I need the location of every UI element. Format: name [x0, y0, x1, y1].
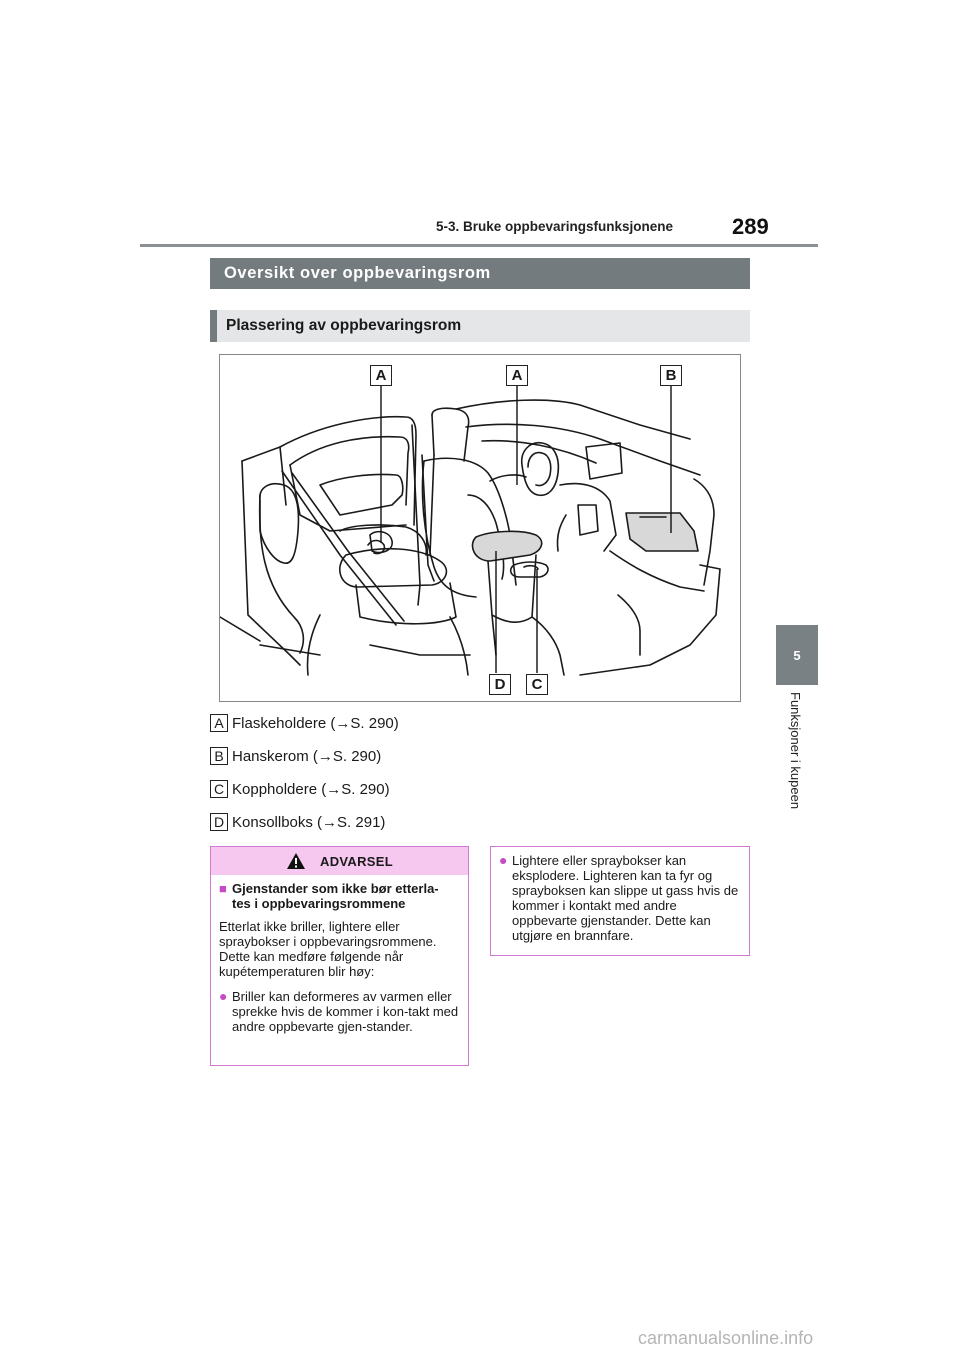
page-reference-link[interactable]: S. 290): [350, 714, 399, 732]
chapter-tab[interactable]: 5: [776, 625, 818, 685]
legend-item: [210, 778, 399, 800]
sub-heading: Plassering av oppbevaringsrom: [210, 310, 750, 342]
arrow-icon: →: [317, 747, 333, 765]
legend-item: [210, 712, 399, 734]
warning-body-continued: [491, 847, 749, 961]
warning-body: [211, 875, 468, 1052]
warning-bullet-text: Briller kan deformeres av varmen eller sprekke hvis de kommer i kon-takt med andre oppbevarte gjen-stander.: [232, 989, 459, 1034]
warning-bullet-text: Lightere eller spraybokser kan eksplodere. Lighteren kan ta fyr og sprayboksen kan slippe ut gass hvis de kommer i kontakt med andre oppbevarte gjenstander. Dette kan utgjøre en brannfare.: [512, 853, 739, 943]
header-rule: [140, 244, 818, 247]
callout-c: C: [526, 674, 548, 695]
legend-item: [210, 811, 399, 833]
interior-illustration: [219, 354, 741, 702]
legend-item: [210, 745, 399, 767]
legend-text: Hanskerom (: [232, 747, 318, 765]
main-heading: Oversikt over oppbevaringsrom: [210, 258, 750, 289]
warning-intro: Etterlat ikke briller, lightere eller spraybokser i oppbevaringsrommene. Dette kan medføre følgende når kupétemperaturen blir høy:: [219, 919, 437, 979]
legend-text: Koppholdere (: [232, 780, 327, 798]
warning-bullet: [499, 853, 741, 943]
watermark: carmanualsonline.info: [638, 1328, 814, 1348]
arrow-icon: →: [326, 780, 342, 798]
section-title: 5-3. Bruke oppbevaringsfunksjonene: [436, 219, 674, 234]
chapter-title: Funksjoner i kupeen: [788, 692, 803, 810]
page-reference-link[interactable]: S. 290): [341, 780, 390, 798]
warning-subheading: Gjenstander som ikke bør etterla- tes i oppbevaringsrommene: [232, 881, 439, 911]
callout-a-right: A: [506, 365, 528, 386]
legend-key: C: [210, 780, 228, 798]
page-reference-link[interactable]: S. 290): [332, 747, 382, 765]
warning-bullet: [219, 989, 460, 1034]
legend-key: B: [210, 747, 228, 765]
cabin-line-drawing: [220, 355, 740, 701]
legend-key: A: [210, 714, 228, 732]
warning-box-continued: [490, 846, 750, 956]
circle-bullet-icon: ●: [499, 852, 508, 868]
arrow-icon: →: [322, 813, 338, 831]
warning-triangle-icon: [286, 852, 306, 870]
warning-title: ADVARSEL: [320, 853, 393, 869]
legend-text: Konsollboks (: [232, 813, 323, 831]
page-number: 289: [732, 214, 769, 239]
warning-box: [210, 846, 469, 1066]
callout-d: D: [489, 674, 511, 695]
page-reference-link[interactable]: S. 291): [337, 813, 386, 831]
legend-text: Flaskeholdere (: [232, 714, 336, 732]
arrow-icon: →: [335, 714, 351, 732]
warning-subheading-row: [219, 881, 460, 911]
callout-b: B: [660, 365, 682, 386]
callout-a-left: A: [370, 365, 392, 386]
warning-header: [211, 847, 468, 875]
legend-key: D: [210, 813, 228, 831]
legend-list: [210, 712, 399, 833]
square-bullet-icon: ■: [219, 881, 227, 896]
circle-bullet-icon: ●: [219, 988, 228, 1004]
